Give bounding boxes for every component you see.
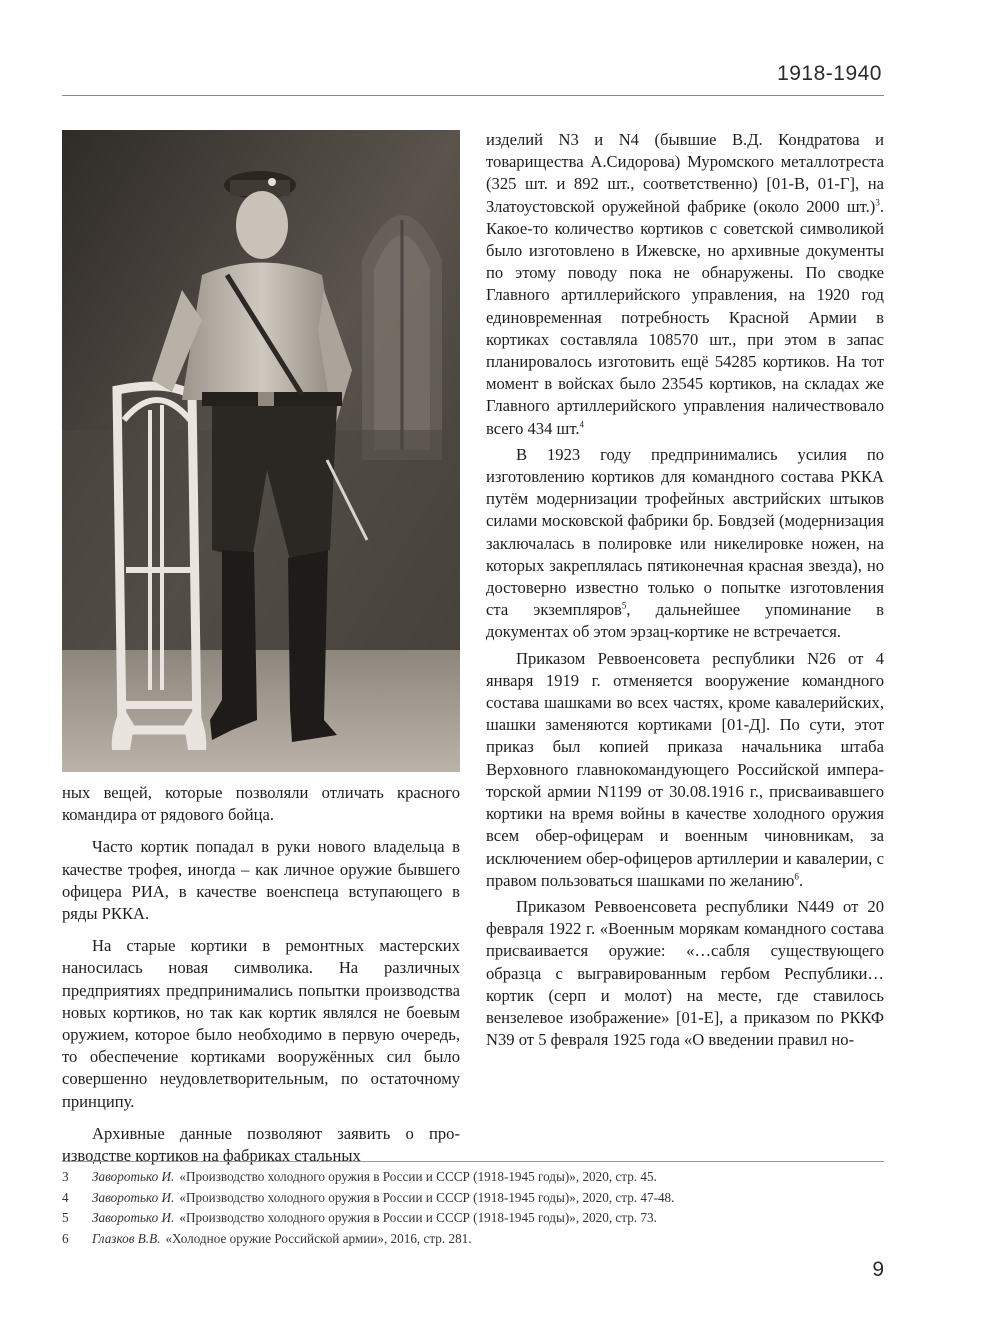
- footnote: [62, 1229, 884, 1250]
- footnote: [62, 1167, 884, 1188]
- right-paragraph-1: [486, 129, 884, 440]
- right-paragraph-2: [486, 444, 884, 644]
- left-text-column: [62, 782, 460, 1167]
- footnote-author: Заворотько И.: [92, 1210, 175, 1226]
- right-text-column: [486, 129, 884, 1051]
- footnote-number: 3: [62, 1169, 69, 1184]
- footnote-number: 5: [62, 1210, 69, 1226]
- right-paragraph-4: Приказом Реввоенсовета республики N449 от 20 февраля 1922 г. «Военным морякам командного состава присваивается оружие: «…сабля существующего образца с выгравированным гербом Республики… кортик (серп и молот) на месте, где ставилось вензелевое изображение» [01-Е], а приказом по РККФ N39 от 5 февраля 1925 года «О введении правил но-: [486, 896, 884, 1050]
- soldier-photograph: [62, 130, 460, 772]
- left-paragraph-3: На старые кортики в ремонтных мастерских наносилась новая символика. На различных предприятиях предпринимались попытки производства новых кортиков, но так как кортик являлся не боевым оружием, которое было необходимо в первую очередь, то обеспечение кортиками вооружённых сил было совершенно неудовлетворительным, по остаточному принципу.: [62, 936, 460, 1111]
- left-paragraph-4: Архивные данные позволяют заявить о производстве кортиков на фабриках стальных: [62, 1123, 460, 1166]
- footnote-text: «Производство холодного оружия в России и СССР (1918-1945 годы)», 2020, стр. 73.: [179, 1210, 657, 1226]
- text-segment: В 1923 году предпринимались усилия по изготовлению кортиков для командного состава РККА путём модернизации трофейных австрийских штыков силами московской фабрики бр. Бовдзей (модернизация заключалась в полировке или никелировке ножен, на которых закреплялась пятиконечная красная звезда), но достоверно известно только о попытке изготовления ста экземпляров: [486, 444, 884, 620]
- text-segment: .: [798, 870, 803, 890]
- footnote-author: Глазков В.В.: [92, 1230, 161, 1246]
- footnote-ref: 5: [621, 600, 627, 611]
- footnote-number: 6: [62, 1230, 69, 1246]
- footnote-text: «Производство холодного оружия в России и СССР (1918-1945 годы)», 2020, стр. 47-48.: [179, 1189, 675, 1205]
- page-number: 9: [872, 1258, 884, 1281]
- footnote-author: Заворотько И.: [92, 1169, 175, 1184]
- left-paragraph-2: Часто кортик попадал в руки нового владельца в качестве трофея, иногда – как личное оружие бывшего офицера РИА, в качестве военспеца вступающего в ряды РККА.: [62, 837, 460, 924]
- footnote-ref: 3: [875, 197, 880, 208]
- text-segment: Приказом Реввоенсовета республики N26 от 4 января 1919 г. отменяется вооружение командного состава шашками во всех частях, кроме кавалерийских, шашки заменяются кортиками [01-Д]. По сути, этот приказ был копией приказа начальника штаба Верховного главнокомандующего Российской императорской армии N1199 от 30.08.1916 г., присваивавшего кортики на время войны в качестве холодного оружия всем обер-офицерам и военным чиновникам, за исключением обер-офицеров артиллерии и кавалерии, с правом пользоваться шашками по желанию: [486, 648, 884, 890]
- footnotes: [62, 1167, 884, 1249]
- footnote: [62, 1208, 884, 1229]
- text-segment: . Какое-то количество кортиков с советской символикой было изготовлено в Ижевске, но архивные документы по этому поводу пока не обнаружены. По сводке Главного артиллерийского управления, на 1920 год единовременная потребность Красной Армии в кортиках составляла 108570 шт., при этом в запас планировалось изготовить ещё 54285 кортиков. На тот момент в войсках было 23545 кортиков, на складах же Главного артиллерийского управления наличествовало всего 434 шт.: [486, 196, 884, 438]
- footnote-text: «Производство холодного оружия в России и СССР (1918-1945 годы)», 2020, стр. 45.: [179, 1169, 657, 1184]
- text-segment: , дальнейшее упоминание в документах об этом эрзац-кортике не встречается.: [486, 600, 884, 642]
- footnote-ref: 4: [579, 419, 584, 430]
- footnote-number: 4: [62, 1189, 69, 1205]
- footnote: [62, 1188, 884, 1209]
- footnote-text: «Холодное оружие Российской армии», 2016, стр. 281.: [165, 1230, 472, 1246]
- text-segment: изделий N3 и N4 (бывшие В.Д. Кондратова и товарищества А.Сидорова) Муромского металлотреста (325 шт. и 892 шт., соответственно) [01-В, 01-Г], на Златоустовской оружейной фабрике (около 2000 шт.): [486, 130, 884, 216]
- right-paragraph-3: [486, 648, 884, 892]
- left-paragraph-1: ных вещей, которые позволяли отличать красного командира от рядового бойца.: [62, 783, 460, 825]
- footnote-rule: [62, 1161, 884, 1162]
- running-title: 1918-1940: [777, 62, 882, 85]
- soldier-photo-illustration: [62, 130, 460, 772]
- footnote-author: Заворотько И.: [92, 1189, 175, 1205]
- footnote-ref: 6: [794, 871, 799, 882]
- header-rule: [62, 95, 884, 96]
